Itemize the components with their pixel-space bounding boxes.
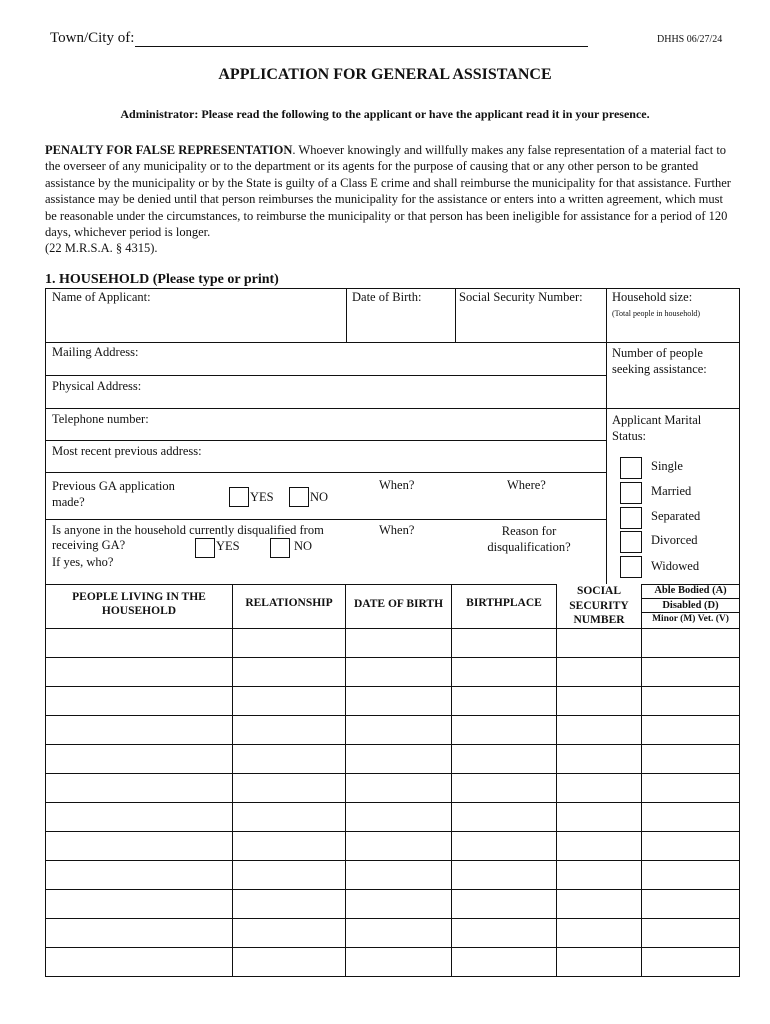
disqualified-yes-checkbox[interactable] [195, 538, 215, 558]
physical-address-label: Physical Address: [52, 379, 142, 393]
marital-separated-checkbox[interactable] [620, 507, 642, 529]
household-size-note: (Total people in household) [612, 309, 701, 318]
previous-ga-yes-checkbox[interactable] [229, 487, 249, 507]
marital-widowed-checkbox[interactable] [620, 556, 642, 578]
marital-single-label: Single [651, 459, 683, 473]
previous-ga-label: Previous GA application made? [52, 479, 175, 509]
previous-ga-no-label: NO [310, 490, 329, 504]
col-relationship: RELATIONSHIP [245, 597, 333, 609]
disqualified-no-label: NO [294, 539, 313, 553]
form-title: APPLICATION FOR GENERAL ASSISTANCE [218, 66, 552, 83]
town-city-label: Town/City of: [50, 30, 135, 46]
previous-address-label: Most recent previous address: [52, 444, 202, 458]
household-size-label: Household size: [612, 290, 693, 304]
penalty-body: . Whoever knowingly and willfully makes any false representation of a material fact to the overseer of any municipality or to the department or its agents for the purpose of causing that or any other person to be granted assistance by the municipality or by the State is guilty of a Class E crime and shall reimburse the municipality for that assistance. Further assistance may be denied until that person reimburses the municipality for the assistance or enters into a written agreement, which must be reasonable under the circumstances, to reimburse the municipality or that person has been ineligible for assistance for a period of 120 days, whichever period is longer. [45, 143, 731, 240]
disqualified-when-label: When? [379, 523, 415, 537]
section-1-heading: 1. HOUSEHOLD (Please type or print) [45, 272, 279, 287]
marital-married-checkbox[interactable] [620, 482, 642, 504]
penalty-paragraph [45, 142, 735, 257]
ssn-label: Social Security Number: [459, 290, 583, 304]
marital-widowed-label: Widowed [651, 559, 700, 573]
dob-label: Date of Birth: [352, 290, 422, 304]
disqualified-yes-label: YES [216, 539, 240, 553]
marital-married-label: Married [651, 484, 692, 498]
col-people: PEOPLE LIVING IN THE HOUSEHOLD [72, 591, 206, 617]
previous-ga-when-label: When? [379, 478, 415, 492]
marital-status-label: Applicant Marital Status: [612, 413, 702, 443]
col-status-minor-vet: Minor (M) Vet. (V) [652, 614, 729, 624]
applicant-name-label: Name of Applicant: [52, 290, 151, 304]
disqualified-no-checkbox[interactable] [270, 538, 290, 558]
penalty-heading: PENALTY FOR FALSE REPRESENTATION [45, 143, 293, 157]
form-code: DHHS 06/27/24 [657, 34, 723, 45]
previous-ga-no-checkbox[interactable] [289, 487, 309, 507]
disqualified-label: Is anyone in the household currently disqualified from receiving GA? [52, 523, 324, 552]
telephone-label: Telephone number: [52, 412, 149, 426]
col-birthplace: BIRTHPLACE [466, 597, 542, 609]
marital-separated-label: Separated [651, 509, 701, 523]
col-dob: DATE OF BIRTH [353, 598, 444, 610]
disqualification-reason-label: Reason for disqualification? [487, 524, 571, 554]
previous-ga-yes-label: YES [250, 490, 274, 504]
marital-divorced-label: Divorced [651, 533, 698, 547]
previous-ga-where-label: Where? [507, 478, 546, 492]
col-status-able: Able Bodied (A) [654, 585, 727, 596]
col-status-disabled: Disabled (D) [662, 600, 719, 611]
marital-divorced-checkbox[interactable] [620, 531, 642, 553]
mailing-address-label: Mailing Address: [52, 345, 139, 359]
if-yes-who-label: If yes, who? [52, 555, 114, 569]
town-city-field[interactable] [135, 46, 588, 47]
marital-single-checkbox[interactable] [620, 457, 642, 479]
col-ssn: SOCIAL SECURITY NUMBER [569, 585, 629, 626]
admin-note: Administrator: Please read the following to the applicant or have the applicant read it in your presence. [120, 107, 650, 121]
penalty-citation: (22 M.R.S.A. § 4315). [45, 241, 158, 256]
people-seeking-label: Number of people seeking assistance: [612, 346, 707, 376]
